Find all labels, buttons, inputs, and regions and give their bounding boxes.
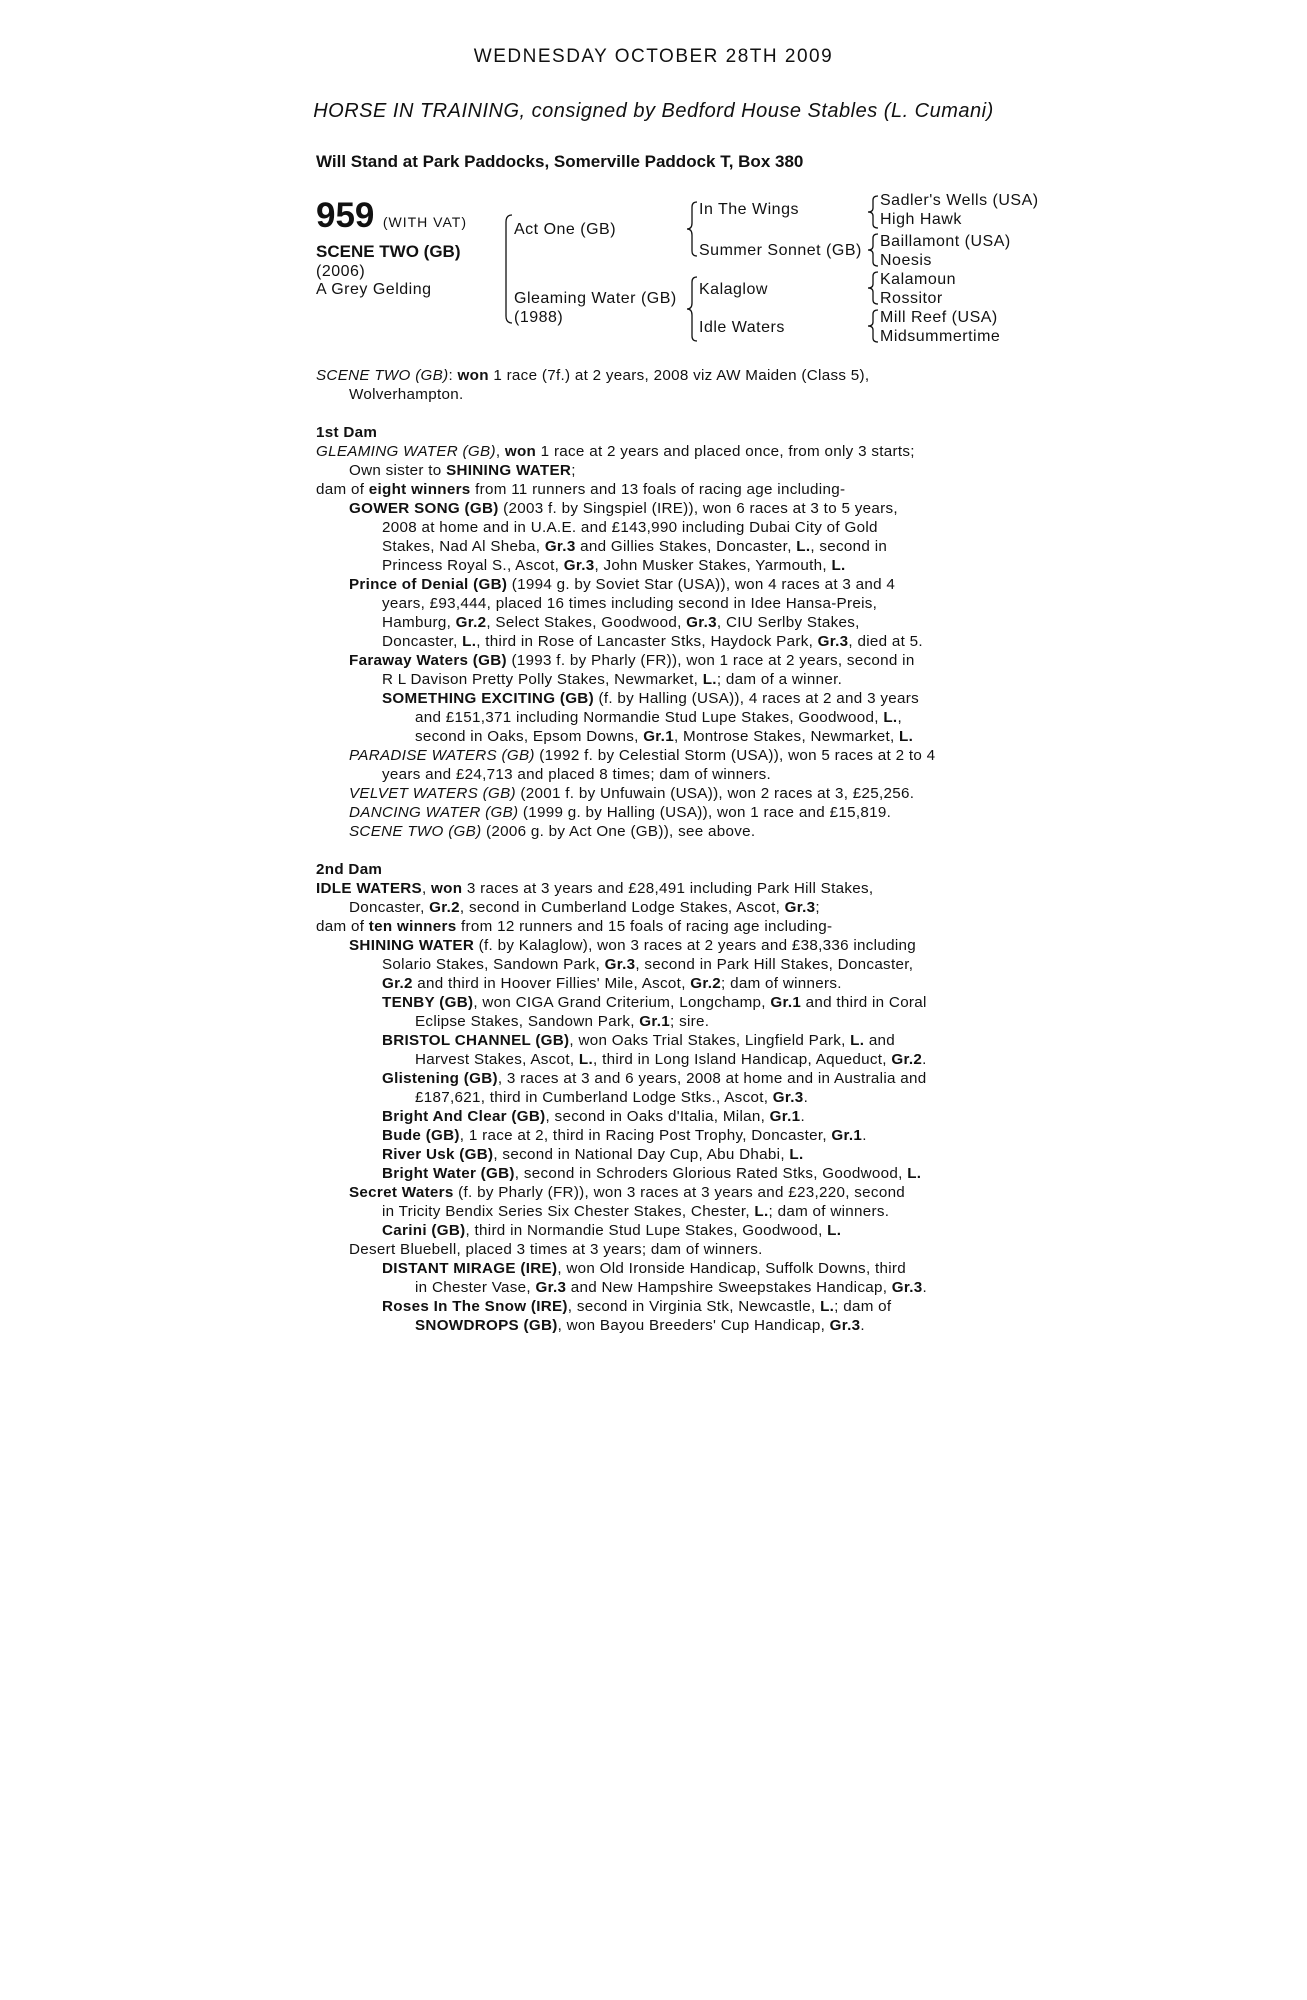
progeny-scene-two: SCENE TWO (GB) (2006 g. by Act One (GB)), see above. bbox=[349, 823, 756, 840]
progeny-shining-water: SHINING WATER (f. by Kalaglow), won 3 races at 2 years and £38,336 including Solario Stakes, Sandown Park, Gr.3, second in Park Hill Stakes, Doncaster, Gr.2 and third in Hoover Fillies' Mile, Ascot, Gr.2; dam of winners. bbox=[349, 937, 917, 992]
gg-kalamoun: Kalamoun bbox=[880, 271, 957, 288]
progeny-bright-and-clear: Bright And Clear (GB), second in Oaks d'Italia, Milan, Gr.1. bbox=[382, 1108, 805, 1125]
progeny-tenby: TENBY (GB), won CIGA Grand Criterium, Longchamp, Gr.1 and third in Coral Eclipse Stakes, Sandown Park, Gr.1; sire. bbox=[382, 994, 927, 1030]
dam-line-brace bbox=[685, 276, 699, 342]
progeny-carini: Carini (GB), third in Normandie Stud Lupe Stakes, Goodwood, L. bbox=[382, 1222, 842, 1239]
progeny-prince-of-denial: Prince of Denial (GB) (1994 g. by Soviet Star (USA)), won 4 races at 3 and 4 years, £93,444, placed 16 times including second in Idee Hansa-Preis, Hamburg, Gr.2, Select Stakes, Goodwood, Gr.3, CIU Serlby Stakes, Doncaster, L., third in Rose of Lancaster Stks, Haydock Park, Gr.3, died at 5. bbox=[349, 576, 923, 650]
gg-noesis: Noesis bbox=[880, 252, 932, 269]
progeny-dancing-water: DANCING WATER (GB) (1999 g. by Halling (USA)), won 1 race and £15,819. bbox=[349, 804, 892, 821]
progeny-river-usk: River Usk (GB), second in National Day Cup, Abu Dhabi, L. bbox=[382, 1146, 804, 1163]
progeny-faraway-waters: Faraway Waters (GB) (1993 f. by Pharly (FR)), won 1 race at 2 years, second in R L Davison Pretty Polly Stakes, Newmarket, L.; dam of a winner. bbox=[349, 652, 915, 688]
horse-description: A Grey Gelding bbox=[316, 281, 432, 298]
progeny-velvet-waters: VELVET WATERS (GB) (2001 f. by Unfuwain (USA)), won 2 races at 3, £25,256. bbox=[349, 785, 915, 802]
second-dam-heading: 2nd Dam bbox=[316, 861, 383, 878]
sale-date: WEDNESDAY OCTOBER 28TH 2009 bbox=[473, 46, 834, 67]
gg-brace-3 bbox=[866, 271, 880, 305]
progeny-bude: Bude (GB), 1 race at 2, third in Racing Post Trophy, Doncaster, Gr.1. bbox=[382, 1127, 867, 1144]
gg-brace-1 bbox=[866, 195, 880, 229]
catalogue-body bbox=[316, 366, 1000, 1335]
gg-brace-2 bbox=[866, 233, 880, 267]
dam-year: (1988) bbox=[514, 309, 564, 326]
progeny-bristol-channel: BRISTOL CHANNEL (GB), won Oaks Trial Stakes, Lingfield Park, L. and Harvest Stakes, Ascot, L., third in Long Island Handicap, Aqueduct, Gr.2. bbox=[382, 1032, 927, 1068]
progeny-glistening: Glistening (GB), 3 races at 3 and 6 years, 2008 at home and in Australia and £187,621, third in Cumberland Lodge Stks., Ascot, Gr.3. bbox=[382, 1070, 927, 1106]
gg-midsummertime: Midsummertime bbox=[880, 328, 1001, 345]
first-dam-summary: GLEAMING WATER (GB), won 1 race at 2 years and placed once, from only 3 starts; Own sister to SHINING WATER; bbox=[316, 443, 915, 479]
lot-number: 959 bbox=[316, 196, 375, 235]
gg-baillamont: Baillamont (USA) bbox=[880, 233, 1011, 250]
horse-name: SCENE TWO (GB) bbox=[316, 242, 461, 261]
dam-name: Gleaming Water (GB) bbox=[514, 290, 677, 307]
sire-sire-name: In The Wings bbox=[699, 201, 799, 218]
first-dam-dam-of: dam of eight winners from 11 runners and 13 foals of racing age including- bbox=[316, 481, 846, 498]
gg-sadlers-wells: Sadler's Wells (USA) bbox=[880, 192, 1039, 209]
second-dam-summary: IDLE WATERS, won 3 races at 3 years and £28,491 including Park Hill Stakes, Doncaster, Gr.2, second in Cumberland Lodge Stakes, Ascot, Gr.3; bbox=[316, 880, 874, 916]
sire-brace bbox=[503, 214, 513, 324]
progeny-bright-water: Bright Water (GB), second in Schroders Glorious Rated Stks, Goodwood, L. bbox=[382, 1165, 922, 1182]
gg-rossitor: Rossitor bbox=[880, 290, 943, 307]
progeny-something-exciting: SOMETHING EXCITING (GB) (f. by Halling (USA)), 4 races at 2 and 3 years and £151,371 including Normandie Stud Lupe Stakes, Goodwood, L., second in Oaks, Epsom Downs, Gr.1, Montrose Stakes, Newmarket, L. bbox=[382, 690, 919, 745]
gg-high-hawk: High Hawk bbox=[880, 211, 962, 228]
sire-name: Act One (GB) bbox=[514, 221, 617, 238]
race-record: SCENE TWO (GB): won 1 race (7f.) at 2 years, 2008 viz AW Maiden (Class 5), Wolverhampton. bbox=[316, 367, 870, 403]
consignment-line: HORSE IN TRAINING, consigned by Bedford House Stables (L. Cumani) bbox=[313, 100, 994, 122]
progeny-paradise-waters: PARADISE WATERS (GB) (1992 f. by Celestial Storm (USA)), won 5 races at 2 to 4 years and £24,713 and placed 8 times; dam of winners. bbox=[349, 747, 936, 783]
progeny-gower-song: GOWER SONG (GB) (2003 f. by Singspiel (IRE)), won 6 races at 3 to 5 years, 2008 at home and in U.A.E. and £143,990 including Dubai City of Gold Stakes, Nad Al Sheba, Gr.3 and Gillies Stakes, Doncaster, L., second in Princess Royal S., Ascot, Gr.3, John Musker Stakes, Yarmouth, L. bbox=[349, 500, 898, 574]
lot-number-block bbox=[316, 196, 467, 236]
dam-sire-name: Kalaglow bbox=[699, 281, 768, 298]
progeny-roses-in-the-snow: Roses In The Snow (IRE), second in Virginia Stk, Newcastle, L.; dam of SNOWDROPS (GB), won Bayou Breeders' Cup Handicap, Gr.3. bbox=[382, 1298, 892, 1334]
progeny-distant-mirage: DISTANT MIRAGE (IRE), won Old Ironside Handicap, Suffolk Downs, third in Chester Vase, Gr.3 and New Hampshire Sweepstakes Handicap, Gr.3. bbox=[382, 1260, 928, 1296]
dam-dam-name: Idle Waters bbox=[699, 319, 785, 336]
lot-vat: (WITH VAT) bbox=[382, 214, 467, 230]
progeny-desert-bluebell: Desert Bluebell, placed 3 times at 3 years; dam of winners. bbox=[349, 1241, 763, 1258]
stand-location: Will Stand at Park Paddocks, Somerville Paddock T, Box 380 bbox=[316, 152, 804, 171]
progeny-secret-waters: Secret Waters (f. by Pharly (FR)), won 3 races at 3 years and £23,220, second in Tricity Bendix Series Six Chester Stakes, Chester, L.; dam of winners. bbox=[349, 1184, 906, 1220]
second-dam-dam-of: dam of ten winners from 12 runners and 15 foals of racing age including- bbox=[316, 918, 833, 935]
gg-brace-4 bbox=[866, 309, 880, 343]
sire-dam-name: Summer Sonnet (GB) bbox=[699, 242, 862, 259]
gg-mill-reef: Mill Reef (USA) bbox=[880, 309, 998, 326]
first-dam-heading: 1st Dam bbox=[316, 424, 378, 441]
sire-sire-brace bbox=[685, 201, 699, 257]
horse-year: (2006) bbox=[316, 263, 366, 280]
